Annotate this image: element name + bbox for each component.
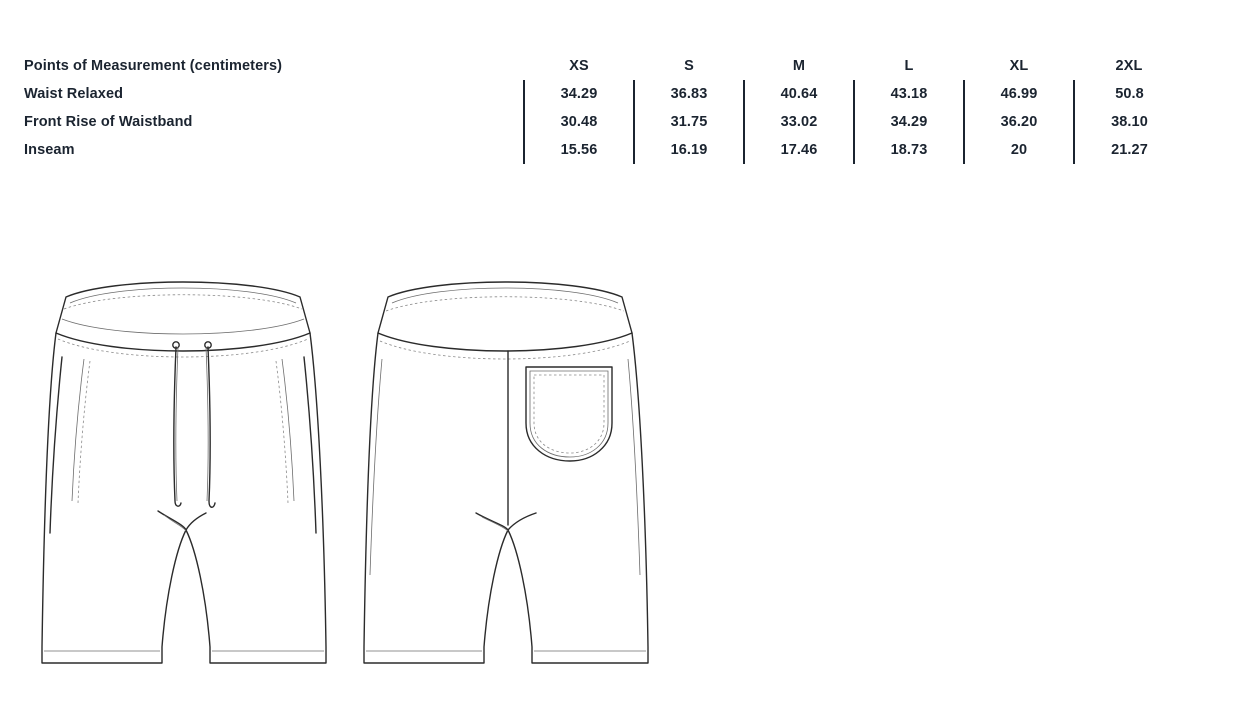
product-illustrations bbox=[0, 255, 700, 675]
table-row bbox=[24, 80, 1184, 108]
size-header-l: L bbox=[904, 58, 914, 74]
size-header-s: S bbox=[684, 58, 694, 74]
table-row bbox=[24, 136, 1184, 164]
front-rise-m: 33.02 bbox=[744, 108, 854, 136]
front-rise-xs: 30.48 bbox=[524, 108, 634, 136]
waist-relaxed-2xl: 50.8 bbox=[1074, 80, 1184, 108]
front-rise-xl: 36.20 bbox=[964, 108, 1074, 136]
points-of-measurement-header: Points of Measurement (centimeters) bbox=[24, 58, 283, 74]
table-row bbox=[24, 108, 1184, 136]
size-chart bbox=[24, 52, 1184, 164]
inseam-m: 17.46 bbox=[744, 136, 854, 164]
row-label-waist-relaxed: Waist Relaxed bbox=[24, 86, 124, 102]
front-rise-2xl: 38.10 bbox=[1074, 108, 1184, 136]
inseam-xs: 15.56 bbox=[524, 136, 634, 164]
size-header-xl: XL bbox=[1009, 58, 1029, 74]
row-label-inseam: Inseam bbox=[24, 142, 75, 158]
front-rise-l: 34.29 bbox=[854, 108, 964, 136]
waist-relaxed-s: 36.83 bbox=[634, 80, 744, 108]
size-header-xs: XS bbox=[569, 58, 589, 74]
waist-relaxed-xl: 46.99 bbox=[964, 80, 1074, 108]
waist-relaxed-m: 40.64 bbox=[744, 80, 854, 108]
waist-relaxed-xs: 34.29 bbox=[524, 80, 634, 108]
size-header-m: M bbox=[792, 58, 806, 74]
front-rise-s: 31.75 bbox=[634, 108, 744, 136]
row-label-front-rise-of-waistband: Front Rise of Waistband bbox=[24, 114, 193, 130]
shorts-front-view bbox=[18, 275, 348, 675]
table-header-row bbox=[24, 52, 1184, 80]
measurements-table bbox=[24, 52, 1184, 164]
inseam-s: 16.19 bbox=[634, 136, 744, 164]
shorts-back-view bbox=[340, 275, 670, 675]
inseam-2xl: 21.27 bbox=[1074, 136, 1184, 164]
size-header-2xl: 2XL bbox=[1115, 58, 1143, 74]
inseam-xl: 20 bbox=[964, 136, 1074, 164]
waist-relaxed-l: 43.18 bbox=[854, 80, 964, 108]
inseam-l: 18.73 bbox=[854, 136, 964, 164]
